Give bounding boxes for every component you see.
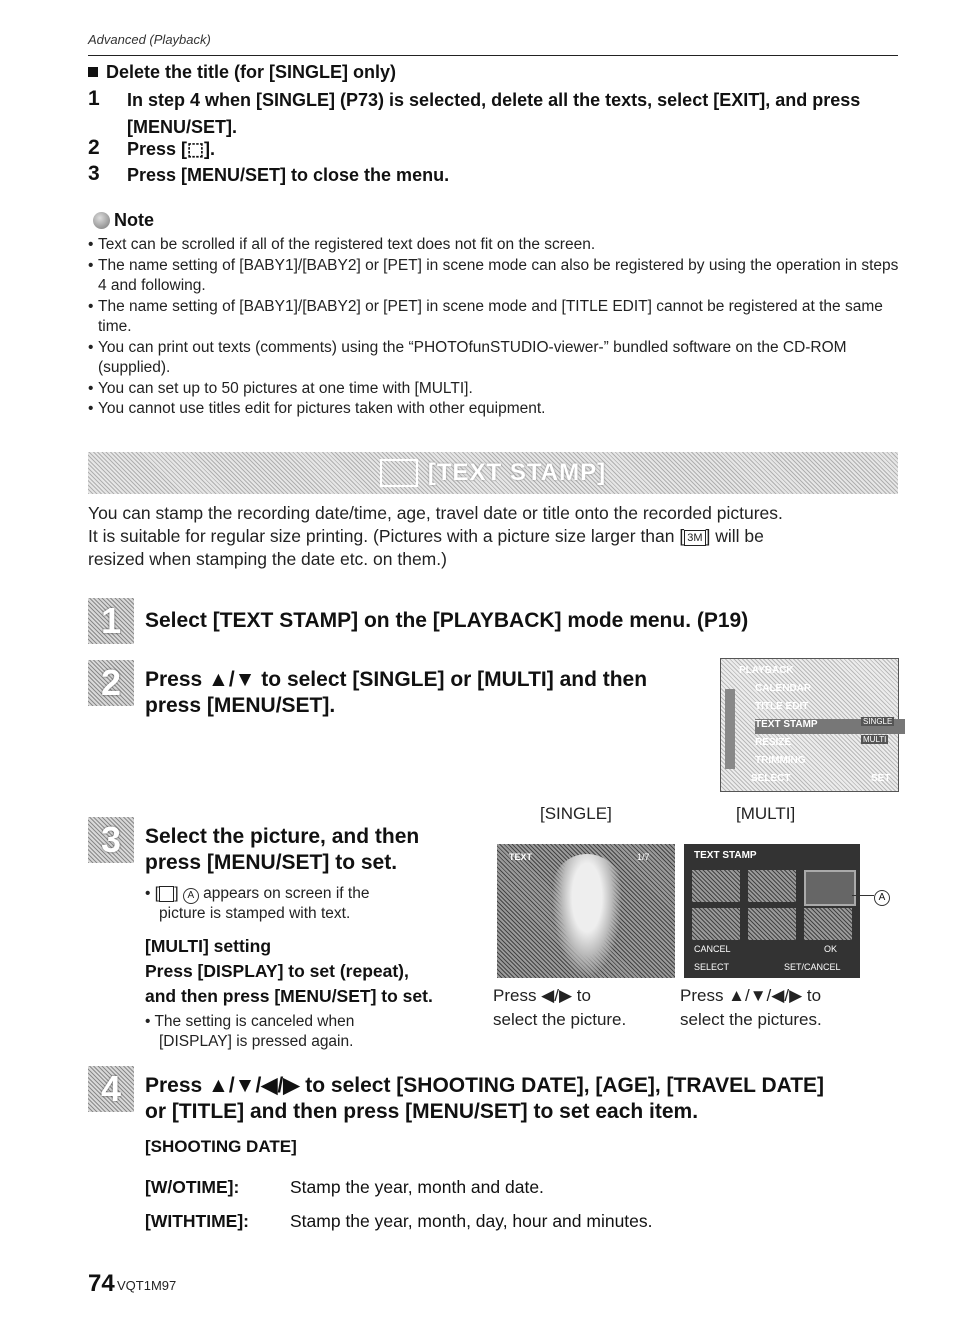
step-text: Press [⬚].: [127, 139, 216, 159]
step-number: 3: [88, 162, 100, 185]
bullet-line: • [ ] A appears on screen if the: [145, 885, 370, 902]
option-row: [145, 1211, 653, 1232]
menu-footer-set: SET: [871, 773, 891, 784]
text-stamp-small-icon: [159, 886, 174, 902]
multi-label: [MULTI]: [736, 804, 796, 823]
thumbnail: [748, 870, 796, 902]
multi-screen-cancel: CANCEL: [694, 944, 731, 954]
note-title: Note: [114, 210, 154, 230]
multi-setting-title: [MULTI] setting: [145, 936, 272, 956]
note-list: [88, 235, 900, 420]
step-3-badge: 3: [88, 817, 134, 863]
picture-size-icon: 3M: [684, 530, 705, 546]
marker-a-callout: [874, 887, 890, 906]
multi-setting-block: [145, 934, 490, 1009]
text-stamp-banner: [88, 452, 898, 494]
caption-line: select the pictures.: [680, 1010, 822, 1029]
step-text: Press [MENU/SET] to close the menu.: [127, 165, 450, 185]
step-4-badge: 4: [88, 1066, 134, 1112]
multi-preview-screen: [684, 844, 860, 978]
marker-a: A: [874, 890, 890, 906]
delete-step-3: [88, 162, 903, 189]
option-key: [WITHTIME]:: [145, 1211, 249, 1231]
multi-setting-line: Press [DISPLAY] to set (repeat),: [145, 961, 409, 981]
bullet-text: appears on screen if the: [198, 885, 370, 902]
thumbnail: [804, 908, 852, 940]
header-rule: [88, 55, 898, 56]
multi-setting-line: and then press [MENU/SET] to set.: [145, 986, 433, 1006]
step-2-heading: [145, 667, 715, 719]
step-3-line: Select the picture, and then: [145, 825, 420, 848]
caption-line: select the picture.: [493, 1010, 627, 1029]
note-heading: [93, 210, 154, 231]
step-2-line: press [MENU/SET].: [145, 694, 336, 717]
single-label: [SINGLE]: [540, 804, 612, 823]
intro-line: You can stamp the recording date/time, age, travel date or title onto the recorded pictures.: [88, 503, 783, 523]
bullet-text: ]: [174, 885, 183, 902]
menu-item: TRIMMING: [755, 755, 806, 766]
menu-footer-select: SELECT: [751, 773, 791, 784]
single-screen-tag: TEXT: [509, 852, 533, 862]
option-value: Stamp the year, month and date.: [290, 1177, 544, 1197]
banner-title: [TEXT STAMP]: [427, 459, 607, 486]
model-number: VQT1M97: [117, 1278, 177, 1293]
intro-text: ] will be: [705, 526, 764, 546]
menu-side-tabs: [725, 689, 735, 769]
thumbnail: [748, 908, 796, 940]
cancel-note-line: • The setting is canceled when: [145, 1013, 355, 1030]
step-text: In step 4 when [SINGLE] (P73) is selected, delete all the texts, select [EXIT], and press [MENU/SET].: [127, 90, 861, 137]
multi-caption: [680, 984, 880, 1032]
step-2-badge: 2: [88, 660, 134, 706]
single-caption: [493, 984, 673, 1032]
step-3-line: press [MENU/SET] to set.: [145, 851, 398, 874]
multi-screen-select: SELECT: [694, 962, 730, 972]
section-header: Advanced (Playback): [88, 32, 211, 47]
step-3-heading: [145, 824, 485, 876]
text-stamp-icon: [380, 459, 418, 487]
marker-a: A: [183, 888, 199, 904]
thumbnail: [692, 908, 740, 940]
caption-line: Press ◀/▶ to: [493, 986, 591, 1005]
step-2-line: Press ▲/▼ to select [SINGLE] or [MULTI] and then: [145, 668, 648, 691]
note-icon: [93, 212, 110, 229]
note-item: • You cannot use titles edit for pictures taken with other equipment.: [88, 399, 900, 420]
square-bullet-icon: [88, 67, 98, 77]
step-number: 2: [88, 136, 100, 159]
playback-menu-screen: [720, 658, 899, 792]
intro-line: [88, 525, 903, 548]
delete-step-1: [88, 87, 903, 143]
bullet-line: picture is stamped with text.: [159, 905, 351, 922]
single-preview-screen: [497, 844, 675, 978]
cancel-note-text: The setting is canceled when: [154, 1013, 355, 1030]
step-1-heading: Select [TEXT STAMP] on the [PLAYBACK] mode menu. (P19): [145, 609, 749, 632]
menu-item: TITLE EDIT: [755, 701, 809, 712]
multi-screen-title: TEXT STAMP: [694, 850, 757, 861]
option-value: Stamp the year, month, day, hour and minutes.: [290, 1211, 653, 1231]
multi-screen-ok: OK: [824, 944, 838, 954]
step-number: 1: [88, 87, 100, 110]
delete-title-text: Delete the title (for [SINGLE] only): [106, 62, 397, 82]
intro-text: It is suitable for regular size printing. (Pictures with a picture size larger than [: [88, 526, 685, 546]
cancel-note: [145, 1012, 485, 1052]
thumbnail-selected: [804, 870, 856, 906]
option-row: [145, 1177, 544, 1198]
note-item: • You can print out texts (comments) using the “PHOTOfunSTUDIO-viewer-” bundled software on the CD-ROM (supplied).: [88, 338, 900, 379]
page-number: 74: [88, 1270, 115, 1297]
multi-screen-set: SET/CANCEL: [784, 962, 841, 972]
note-item: • You can set up to 50 pictures at one time with [MULTI].: [88, 379, 900, 400]
menu-tab: PLAYBACK: [739, 665, 794, 676]
option-key: [W/OTIME]:: [145, 1177, 240, 1197]
menu-tag: SINGLE: [863, 717, 893, 726]
menu-tag: MULTI: [863, 735, 887, 744]
portrait-photo: [552, 854, 622, 978]
note-item: • Text can be scrolled if all of the registered text does not fit on the screen.: [88, 235, 900, 256]
note-item: • The name setting of [BABY1]/[BABY2] or [PET] in scene mode and [TITLE EDIT] cannot be registered at the same time.: [88, 297, 900, 338]
intro-paragraph: [88, 502, 903, 571]
cancel-note-line: [DISPLAY] is pressed again.: [159, 1033, 354, 1050]
menu-item: RESIZE: [755, 737, 792, 748]
marker-leader-line: [852, 895, 874, 896]
delete-title-heading: [88, 62, 396, 83]
step-1-badge: 1: [88, 598, 134, 644]
delete-step-2: [88, 136, 903, 163]
single-screen-counter: 1/7: [637, 852, 650, 862]
step-4-heading: [145, 1073, 905, 1125]
intro-line: resized when stamping the date etc. on them.): [88, 549, 447, 569]
thumbnail: [692, 870, 740, 902]
step-4-line: Press ▲/▼/◀/▶ to select [SHOOTING DATE], [AGE], [TRAVEL DATE]: [145, 1074, 825, 1097]
step-4-line: or [TITLE] and then press [MENU/SET] to set each item.: [145, 1100, 699, 1123]
note-item: • The name setting of [BABY1]/[BABY2] or [PET] in scene mode can also be registered by using the operation in steps 4 and following.: [88, 256, 900, 297]
shooting-date-subheading: [SHOOTING DATE]: [145, 1137, 297, 1156]
menu-item-selected: TEXT STAMP: [755, 719, 905, 734]
step-3-bullet: [145, 884, 475, 924]
caption-line: Press ▲/▼/◀/▶ to: [680, 986, 822, 1005]
menu-item: CALENDAR: [755, 683, 812, 694]
